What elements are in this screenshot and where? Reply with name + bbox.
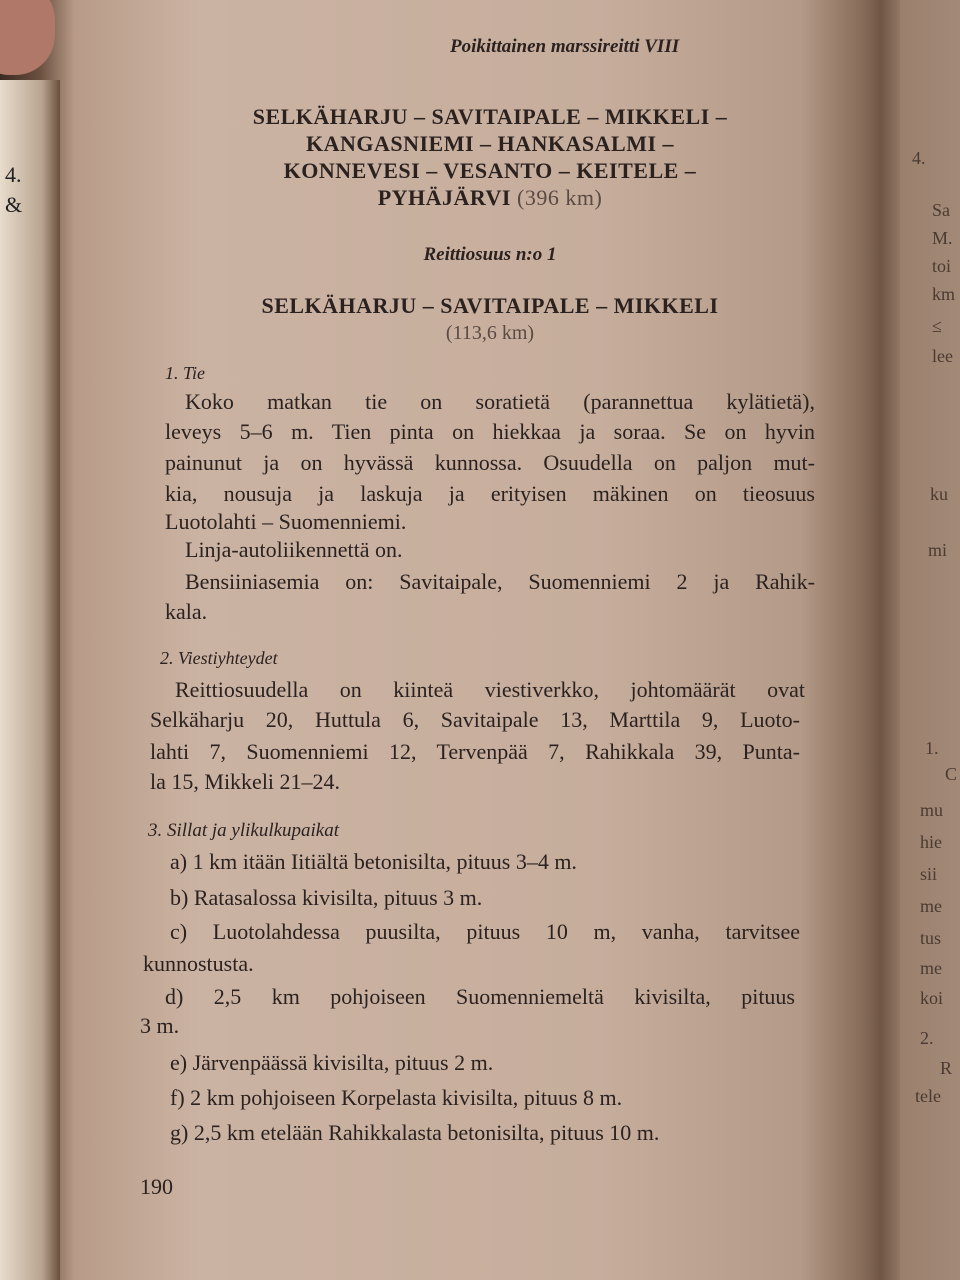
- list-item: b) Ratasalossa kivisilta, pituus 3 m.: [170, 885, 483, 910]
- route-title-line: KONNEVESI – VESANTO – KEITELE –: [283, 158, 697, 183]
- right-page-fragment: ≤: [932, 316, 942, 336]
- list-item-cont: kunnostusta.: [143, 951, 254, 976]
- right-page-fragment: toi: [932, 256, 952, 276]
- subheading-bridges: 3. Sillat ja ylikulkupaikat: [148, 820, 340, 841]
- subheading-road: 1. Tie: [165, 363, 206, 383]
- right-page-fragment: hie: [920, 832, 942, 852]
- right-page-fragment: R: [940, 1058, 953, 1078]
- list-item: d) 2,5 km pohjoiseen Suomenniemeltä kivisilta, pituus: [165, 984, 795, 1009]
- text-line: painunut ja on hyvässä kunnossa. Osuudella on paljon mut-: [165, 450, 815, 475]
- list-item: g) 2,5 km etelään Rahikkalasta betonisilta, pituus 10 m.: [170, 1120, 660, 1145]
- right-page-fragment: tus: [920, 928, 942, 948]
- route-distance: (396 km): [517, 185, 603, 210]
- subheading-communications: 2. Viestiyhteydet: [160, 648, 278, 668]
- text-line: lahti 7, Suomenniemi 12, Tervenpää 7, Rahikkala 39, Punta-: [150, 739, 800, 764]
- right-page-fragment: 2.: [920, 1028, 934, 1048]
- right-page-fragment: mi: [928, 540, 948, 560]
- list-item: e) Järvenpäässä kivisilta, pituus 2 m.: [170, 1050, 494, 1075]
- right-page-fragment: lee: [932, 346, 953, 366]
- thumb: [0, 0, 55, 75]
- right-page-fragment: me: [920, 958, 942, 978]
- left-page-fragment: &: [5, 192, 23, 217]
- right-page-fragment: 1.: [925, 738, 939, 758]
- running-header: Poikittainen marssireitti VIII: [450, 36, 680, 57]
- route-title-line: PYHÄJÄRVI: [377, 185, 511, 210]
- text-line: Linja-autoliikennettä on.: [185, 537, 403, 562]
- section-label: Reittiosuus n:o 1: [423, 244, 557, 265]
- text-line: Bensiiniasemia on: Savitaipale, Suomenniemi 2 ja Rahik-: [185, 569, 815, 594]
- text-line: Reittiosuudella on kiinteä viestiverkko, johtomäärät ovat: [175, 677, 805, 702]
- text-line: Luotolahti – Suomenniemi.: [165, 509, 407, 534]
- text-line: kia, nousuja ja laskuja ja erityisen mäkinen on tieosuus: [165, 481, 815, 506]
- right-page-fragment: ku: [930, 484, 948, 504]
- right-page-fragment: C: [945, 764, 958, 784]
- right-page-fragment: tele: [915, 1086, 941, 1106]
- right-page-fragment: km: [932, 284, 956, 304]
- route-title-line: SELKÄHARJU – SAVITAIPALE – MIKKELI –: [252, 104, 728, 129]
- right-page-fragment: M.: [932, 228, 953, 248]
- text-line: la 15, Mikkeli 21–24.: [150, 769, 341, 794]
- list-item: a) 1 km itään Iitiältä betonisilta, pituus 3–4 m.: [170, 849, 577, 874]
- section-title: SELKÄHARJU – SAVITAIPALE – MIKKELI: [261, 293, 719, 318]
- right-page-fragment: me: [920, 896, 942, 916]
- left-page-fragment: 4.: [5, 162, 22, 187]
- text-line: leveys 5–6 m. Tien pinta on hiekkaa ja soraa. Se on hyvin: [165, 419, 815, 444]
- previous-page-edge: [0, 80, 60, 1280]
- right-page-fragment: koi: [920, 988, 944, 1008]
- list-item: f) 2 km pohjoiseen Korpelasta kivisilta, pituus 8 m.: [170, 1085, 623, 1110]
- text-line: Selkäharju 20, Huttula 6, Savitaipale 13, Marttila 9, Luoto-: [150, 707, 800, 732]
- right-page-fragment: 4.: [912, 148, 926, 168]
- list-item: c) Luotolahdessa puusilta, pituus 10 m, vanha, tarvitsee: [170, 919, 800, 944]
- right-page-fragment: mu: [920, 800, 944, 820]
- route-title-last: [160, 185, 820, 211]
- page-number: 190: [140, 1174, 173, 1199]
- text-line: Koko matkan tie on soratietä (parannettua kylätietä),: [185, 389, 815, 414]
- book-gutter: [860, 0, 900, 1280]
- section-distance: (113,6 km): [445, 322, 535, 344]
- right-page-fragment: Sa: [932, 200, 950, 220]
- list-item-cont: 3 m.: [140, 1013, 180, 1038]
- right-page-fragment: sii: [920, 864, 938, 884]
- route-title-line: KANGASNIEMI – HANKASALMI –: [305, 131, 675, 156]
- text-line: kala.: [165, 599, 208, 624]
